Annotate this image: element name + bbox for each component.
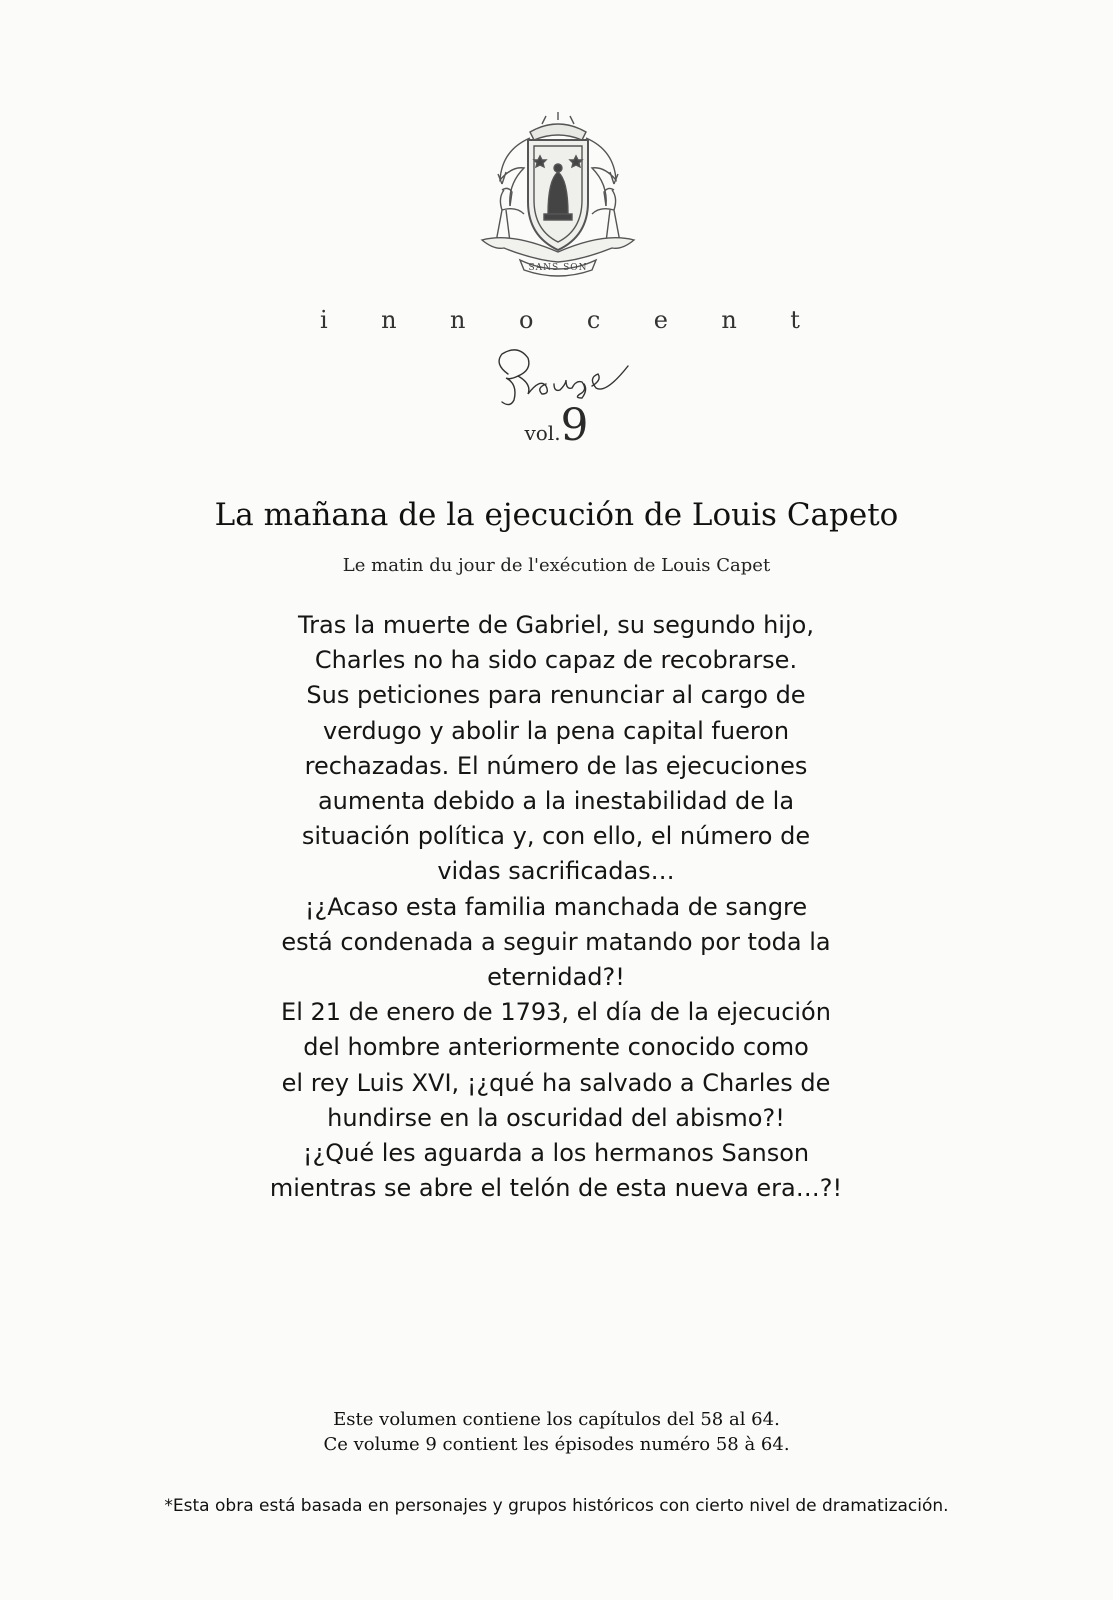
volume-label [0, 400, 1113, 451]
series-letter: i [320, 306, 328, 334]
volume-number: 9 [560, 400, 589, 451]
synopsis-line: situación política y, con ello, el número de [301, 822, 811, 851]
synopsis-line: Charles no ha sido capaz de recobrarse. [314, 646, 798, 675]
chapter-title: La mañana de la ejecución de Louis Capeto [214, 497, 899, 533]
synopsis-line: el rey Luis XVI, ¡¿qué ha salvado a Charles de [281, 1068, 831, 1097]
series-letter: n [450, 306, 466, 334]
synopsis-line: aumenta debido a la inestabilidad de la [317, 787, 795, 816]
synopsis-line: vidas sacrificadas… [437, 857, 675, 886]
series-letter: n [381, 306, 397, 334]
synopsis-line: ¡¿Acaso esta familia manchada de sangre [304, 892, 808, 921]
volume-prefix: vol. [524, 421, 561, 445]
disclaimer: *Esta obra está basada en personajes y grupos históricos con cierto nivel de dramatización. [164, 1496, 949, 1516]
synopsis-line: mientras se abre el telón de esta nueva era…?! [269, 1174, 843, 1203]
series-letter: t [790, 306, 800, 334]
series-letter: o [518, 306, 534, 334]
crest-motto: SANS SON [528, 263, 588, 273]
synopsis [206, 608, 906, 1206]
synopsis-line: eternidad?! [487, 963, 625, 992]
series-letter: c [586, 306, 601, 334]
series-script-word: Rouge [488, 344, 491, 345]
synopsis-line: hundirse en la oscuridad del abismo?! [327, 1103, 785, 1132]
synopsis-line: ¡¿Qué les aguarda a los hermanos Sanson [302, 1139, 810, 1168]
series-wordmark [320, 306, 800, 334]
series-letter: n [721, 306, 737, 334]
contents-note-fr: Ce volume 9 contient les épisodes numéro 58 à 64. [323, 1434, 790, 1455]
synopsis-line: Tras la muerte de Gabriel, su segundo hijo, [298, 611, 814, 639]
synopsis-line: rechazadas. El número de las ejecuciones [304, 751, 808, 780]
chapter-subtitle: Le matin du jour de l'exécution de Louis Capet [342, 555, 771, 576]
synopsis-line: El 21 de enero de 1793, el día de la ejecución [281, 998, 831, 1027]
series-letter: e [653, 306, 668, 334]
synopsis-line: Sus peticiones para renunciar al cargo de [306, 681, 806, 710]
contents-note [0, 1407, 1113, 1457]
synopsis-line: del hombre anteriormente conocido como [303, 1033, 809, 1062]
synopsis-line: está condenada a seguir matando por toda la [281, 927, 831, 956]
synopsis-line: verdugo y abolir la pena capital fueron [322, 716, 790, 745]
contents-note-es: Este volumen contiene los capítulos del 58 al 64. [333, 1409, 780, 1430]
coat-of-arms-icon [472, 110, 644, 280]
